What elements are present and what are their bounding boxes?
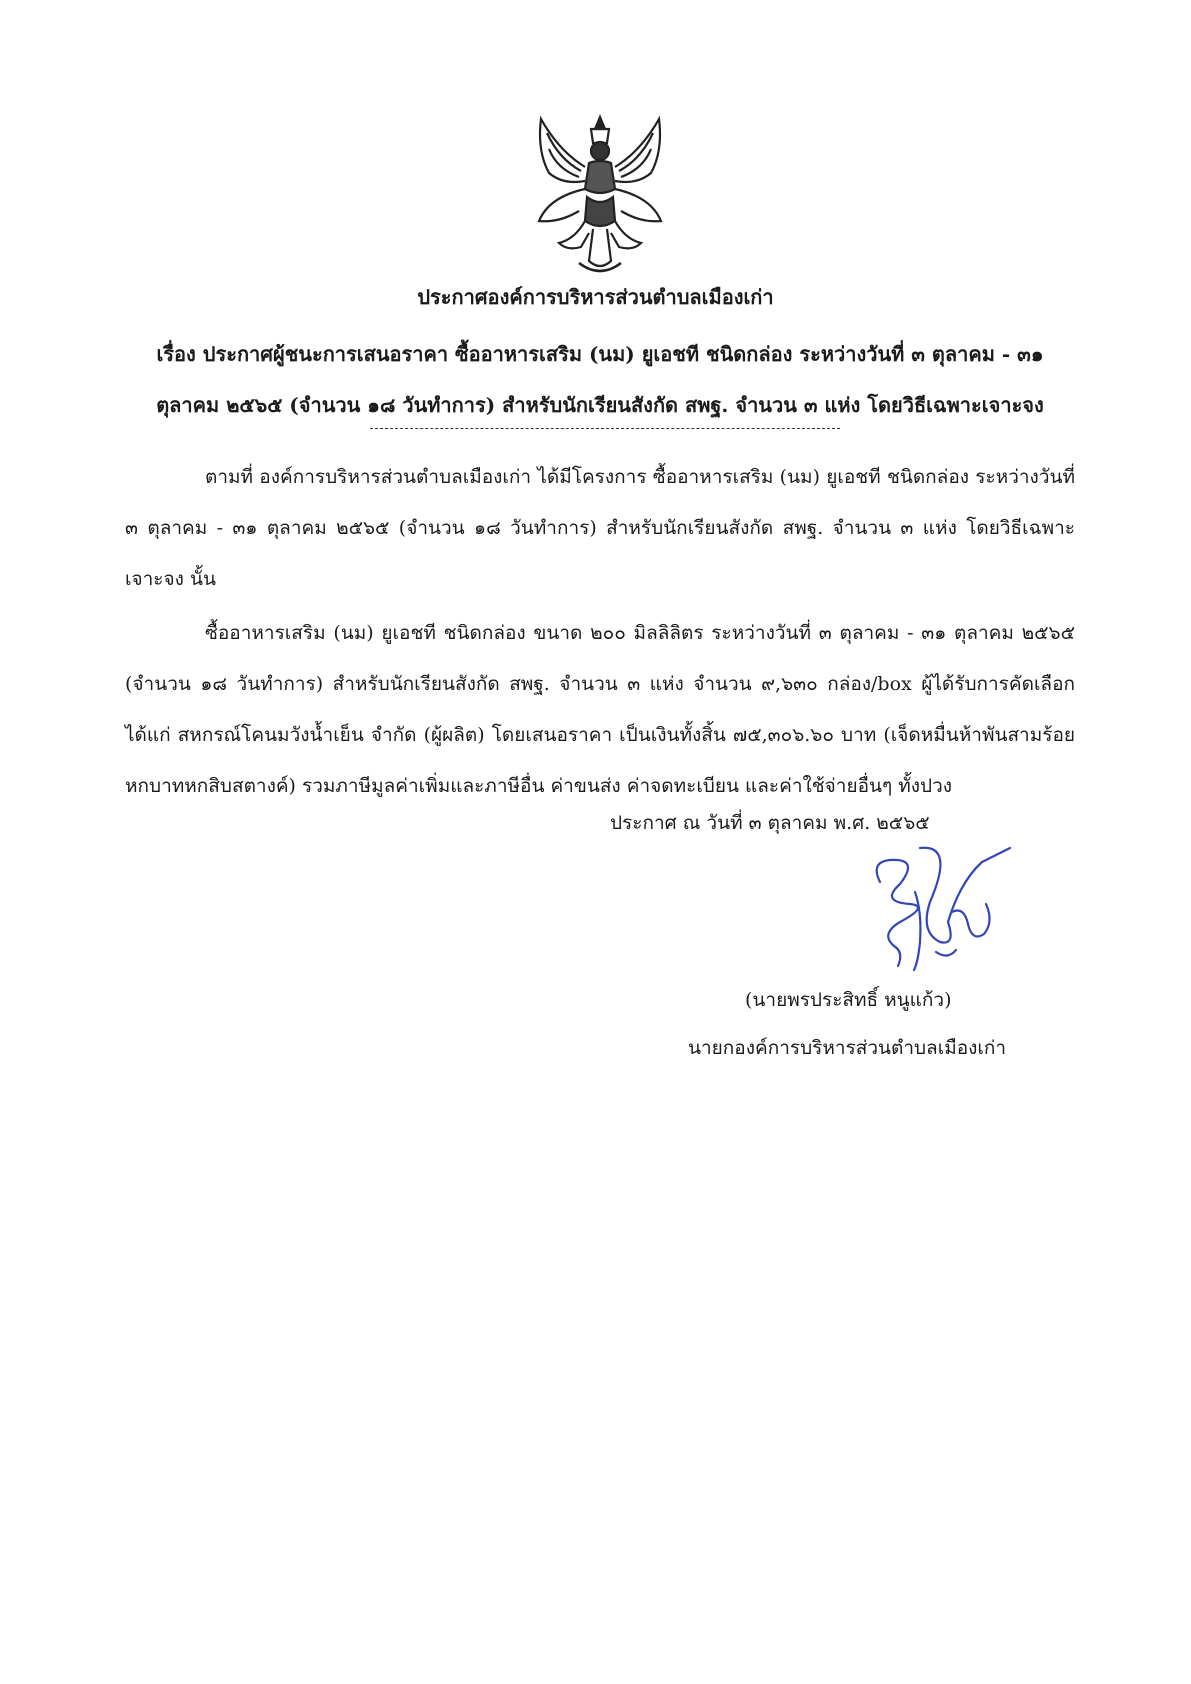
paragraph-1-text: ตามที่ องค์การบริหารส่วนตำบลเมืองเก่า ได้มีโครงการ ซื้ออาหารเสริม (นม) ยูเอชที ชนิดกล่อง ระหว่างวันที่ ๓ ตุลาคม - ๓๑ ตุลาคม ๒๕๖๕ (จำนวน ๑๘ วันทำการ) สำหรับนักเรียนสังกัด สพฐ. จำนวน ๓ แห่ง โดยวิธีเฉพาะเจาะจง นั้น — [125, 466, 1075, 590]
body-paragraph-1 — [125, 452, 1075, 605]
signature-image — [860, 842, 1020, 977]
signer-title: นายกองค์การบริหารส่วนตำบลเมืองเก่า — [688, 1037, 1007, 1059]
garuda-emblem-icon — [519, 111, 681, 281]
announcement-title: ประกาศองค์การบริหารส่วนตำบลเมืองเก่า — [417, 285, 774, 309]
body-paragraph-2 — [125, 608, 1075, 812]
signer-name: (นายพรประสิทธิ์ หนูแก้ว) — [745, 989, 952, 1011]
paragraph-2-text: ซื้ออาหารเสริม (นม) ยูเอชที ชนิดกล่อง ขนาด ๒๐๐ มิลลิลิตร ระหว่างวันที่ ๓ ตุลาคม - ๓๑ ตุลาคม ๒๕๖๕ (จำนวน ๑๘ วันทำการ) สำหรับนักเรียนสังกัด สพฐ. จำนวน ๓ แห่ง จำนวน ๙,๖๓๐ กล่อง/box ผู้ได้รับการคัดเลือก ได้แก่ สหกรณ์โคนมวังน้ำเย็น จำกัด (ผู้ผลิต) โดยเสนอราคา เป็นเงินทั้งสิ้น ๗๕,๓๐๖.๖๐ บาท (เจ็ดหมื่นห้าพันสามร้อยหกบาทหกสิบสตางค์) รวมภาษีมูลค่าเพิ่มและภาษีอื่น ค่าขนส่ง ค่าจดทะเบียน และค่าใช้จ่ายอื่นๆ ทั้งปวง — [125, 622, 1075, 797]
announcement-subject: เรื่อง ประกาศผู้ชนะการเสนอราคา ซื้ออาหารเสริม (นม) ยูเอชที ชนิดกล่อง ระหว่างวันที่ ๓ ตุลาคม - ๓๑ ตุลาคม ๒๕๖๕ (จำนวน ๑๘ วันทำการ) สำหรับนักเรียนสังกัด สพฐ. จำนวน ๓ แห่ง โดยวิธีเฉพาะเจาะจง — [156, 342, 1044, 417]
divider — [370, 428, 840, 429]
announcement-date: ประกาศ ณ วันที่ ๓ ตุลาคม พ.ศ. ๒๕๖๕ — [610, 812, 930, 834]
